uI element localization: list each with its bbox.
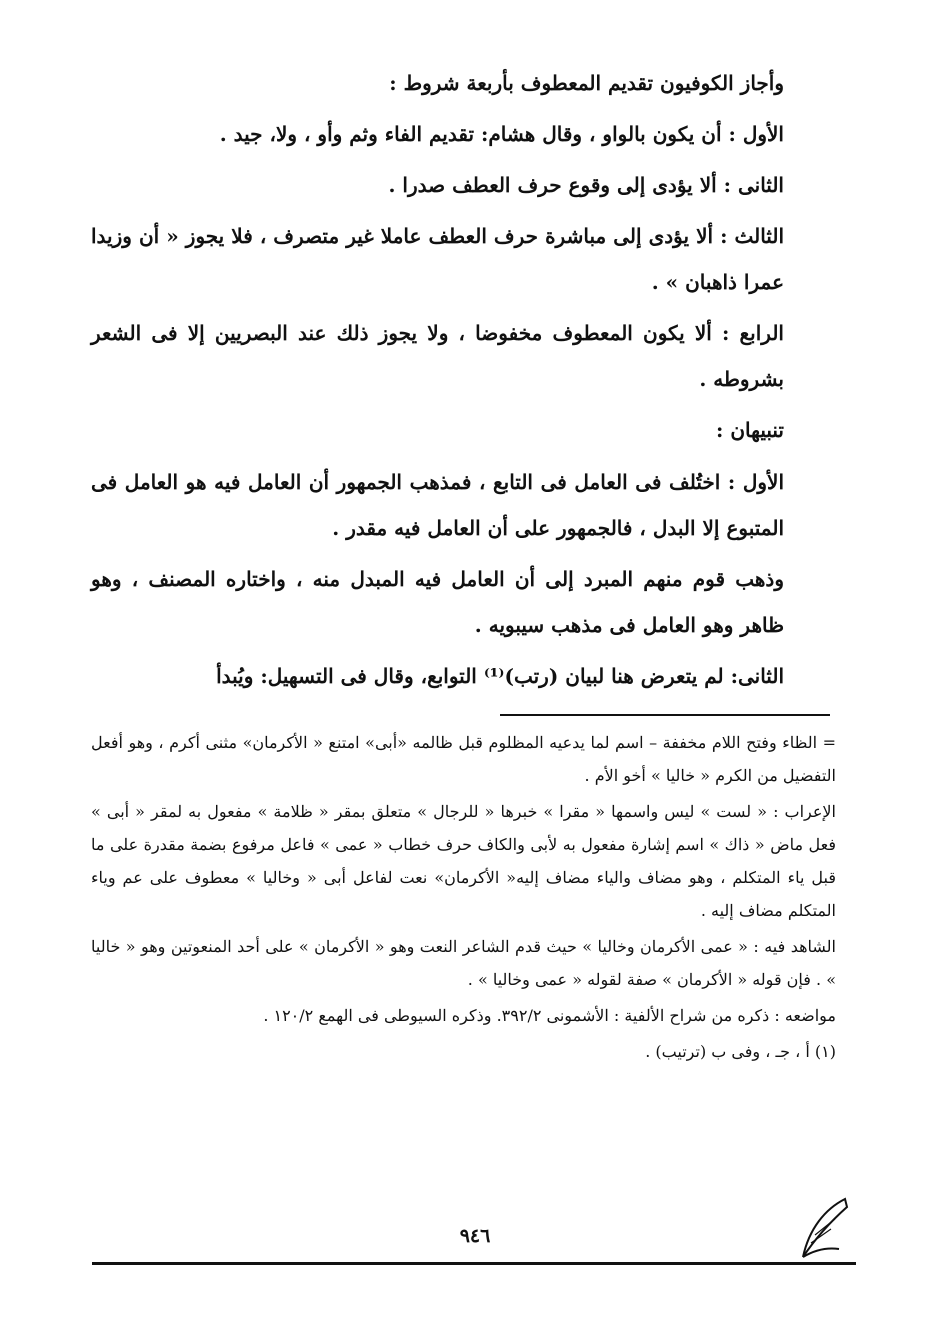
note-first-continued: وذهب قوم منهم المبرد إلى أن العامل فيه المبدل منه ، واختاره المصنف ، وهو ظاهر وهو العامل فى مذهب سيبويه . bbox=[91, 567, 784, 637]
bottom-rule bbox=[92, 1262, 856, 1265]
quill-icon bbox=[795, 1195, 855, 1265]
note-first: الأول : اختُلف فى العامل فى التابع ، فمذهب الجمهور أن العامل فيه هو العامل فى المتبوع إلا البدل ، فالجمهور على أن العامل فيه مقدر . bbox=[91, 470, 784, 540]
intro-line: وأجاز الكوفيون تقديم المعطوف بأربعة شروط : bbox=[389, 71, 784, 95]
main-text bbox=[91, 60, 836, 704]
condition-second: الثانى : ألا يؤدى إلى وقوع حرف العطف صدرا . bbox=[388, 173, 784, 197]
footnote-evidence: الشاهد فيه : « عمى الأكرمان وخاليا » حيث قدم الشاعر النعت وهو « الأكرمان » على أحد المنعوتين وهو « خاليا » . فإن قوله « الأكرمان » صفة لقوله « عمى وخاليا » . bbox=[91, 937, 836, 989]
footnote-variant: (١) أ ، جـ ، وفى ب (ترتيب) . bbox=[645, 1042, 836, 1061]
footnote-sources: مواضعه : ذكره من شراح الألفية : الأشمونى ٣٩٢/٢. وذكره السيوطى فى الهمع ١٢٠/٢ . bbox=[263, 1006, 836, 1025]
condition-fourth: الرابع : ألا يكون المعطوف مخفوضا ، ولا يجوز ذلك عند البصريين إلا فى الشعر بشروطه . bbox=[91, 321, 784, 391]
condition-third: الثالث : ألا يؤدى إلى مباشرة حرف العطف عاملا غير متصرف ، فلا يجوز « أن وزيدا عمرا ذاهبان » . bbox=[91, 224, 784, 294]
footnote-divider bbox=[500, 714, 830, 716]
footnote-continuation: = الظاء وفتح اللام مخففة – اسم لما يدعيه المظلوم قبل ظالمه «أبى» امتنع « الأكرمان» مثنى أكرم ، وهو أفعل التفضيل من الكرم « خاليا » أخو الأم . bbox=[91, 733, 837, 785]
section-heading: تنبيهان : bbox=[715, 418, 784, 442]
footnotes bbox=[91, 726, 836, 1071]
footnote-parsing: الإعراب : « لست » ليس واسمها « مقرا » خبرها « للرجال » متعلق بمقر « ظلامة » مفعول به لمقر « أبى » فعل ماض « ذاك » اسم إشارة مفعول به لأبى والكاف حرف خطاب « عمى » فاعل مرفوع بضمة مقدرة على ما قبل ياء المتكلم ، وهو مضاف والياء مضاف إليه« الأكرمان» نعت لفاعل أبى « وخاليا » معطوف على عم وياء المتكلم مضاف إليه . bbox=[91, 802, 836, 920]
note-second: الثانى: لم يتعرض هنا لبيان (رتب)⁽¹⁾ التوابع، وقال فى التسهيل: ويُبدأ bbox=[216, 664, 784, 688]
condition-first: الأول : أن يكون بالواو ، وقال هشام: تقديم الفاء وثم وأو ، ولا، جيد . bbox=[219, 122, 784, 146]
page-number: ٩٤٦ bbox=[459, 1225, 491, 1247]
